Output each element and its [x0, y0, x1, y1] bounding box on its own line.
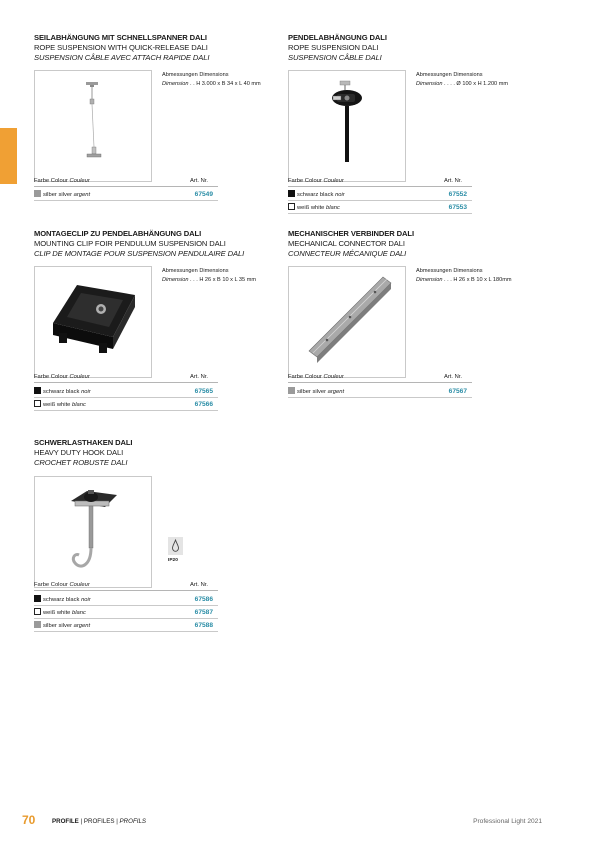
colour-en: silver: [312, 389, 327, 395]
black-swatch-icon: [288, 190, 295, 197]
col-colour-fr: Couleur: [323, 374, 344, 380]
product-photo: [34, 70, 152, 182]
colour-en: black: [65, 597, 80, 603]
product-heavy-duty-hook: [34, 438, 284, 468]
dimension-value: . . H 3.000 x B 34 x L 40 mm: [190, 80, 261, 87]
product-photo: [288, 266, 406, 378]
dimension-value: . . . H 26 x B 10 x L 35 mm: [190, 276, 257, 283]
article-number: 67552: [448, 191, 467, 198]
product-rope-quick-release: [34, 33, 284, 63]
colour-de: weiß: [43, 402, 56, 408]
dimensions: [162, 267, 256, 284]
colour-en: white: [56, 402, 71, 408]
colour-de: weiß: [297, 205, 310, 211]
product-title-en: ROPE SUSPENSION DALI: [288, 43, 379, 52]
droplet-icon: [168, 537, 183, 555]
col-colour: Farbe Colour: [288, 178, 322, 184]
colour-fr: blanc: [72, 610, 86, 616]
col-art: Art. Nr.: [189, 178, 208, 184]
heavy-duty-hook-image: [35, 477, 151, 587]
article-number: 67549: [194, 191, 213, 198]
category-en: PROFILES: [83, 818, 115, 825]
product-title: MONTAGECLIP ZU PENDELABHÄNGUNG DALI: [34, 229, 202, 238]
dimensions: [416, 71, 508, 88]
product-title: SCHWERLASTHAKEN DALI: [34, 438, 133, 447]
colour-fr: noir: [81, 389, 91, 395]
col-colour-fr: Couleur: [69, 374, 90, 380]
colour-fr: noir: [335, 192, 345, 198]
colour-de: schwarz: [43, 389, 65, 395]
dimensions: [162, 71, 261, 88]
black-swatch-icon: [34, 595, 41, 602]
table-row: [34, 386, 218, 398]
table-row: [288, 386, 472, 398]
colour-de: silber: [43, 623, 57, 629]
colour-en: silver: [58, 192, 73, 198]
white-swatch-icon: [34, 400, 41, 407]
footer-brand: Professional Light 2021: [473, 818, 542, 825]
product-pendulum-suspension: [288, 33, 538, 63]
colour-de: weiß: [43, 610, 56, 616]
table-header: [34, 580, 218, 591]
table-row: [34, 189, 218, 201]
silver-swatch-icon: [288, 387, 295, 394]
mechanical-connector-image: [289, 267, 405, 377]
colour-de: schwarz: [297, 192, 319, 198]
article-number: 67553: [448, 204, 467, 211]
product-title-fr: CROCHET ROBUSTE DALI: [34, 458, 128, 467]
col-art: Art. Nr.: [189, 582, 208, 588]
white-swatch-icon: [288, 203, 295, 210]
table-row: [288, 189, 472, 201]
separator: |: [78, 818, 84, 825]
col-art: Art. Nr.: [443, 374, 462, 380]
col-colour-fr: Couleur: [69, 582, 90, 588]
article-number: 67587: [194, 609, 213, 616]
product-title: MECHANISCHER VERBINDER DALI: [288, 229, 414, 238]
white-swatch-icon: [34, 608, 41, 615]
col-colour-fr: Couleur: [323, 178, 344, 184]
col-art: Art. Nr.: [189, 374, 208, 380]
colour-en: silver: [58, 623, 73, 629]
table-header: [288, 176, 472, 187]
colour-fr: blanc: [326, 205, 340, 211]
article-number: 67588: [194, 622, 213, 629]
product-title: PENDELABHÄNGUNG DALI: [288, 33, 387, 42]
product-photo: [34, 266, 152, 378]
product-title-en: HEAVY DUTY HOOK DALI: [34, 448, 124, 457]
dimension-prefix: Dimension: [162, 80, 189, 87]
separator: |: [114, 818, 120, 825]
colour-de: schwarz: [43, 597, 65, 603]
colour-fr: argent: [73, 192, 91, 198]
dimensions-label: Abmessungen Dimensions: [416, 268, 483, 274]
col-colour-fr: Couleur: [69, 178, 90, 184]
colour-fr: argent: [73, 623, 91, 629]
dimension-prefix: Dimension: [162, 276, 189, 283]
dimension-value: . . . . Ø 100 x H 1.200 mm: [444, 80, 509, 87]
colour-fr: argent: [327, 389, 345, 395]
product-title-en: MOUNTING CLIP FOIR PENDULUM SUSPENSION DALI: [34, 239, 226, 248]
colour-en: black: [65, 389, 80, 395]
article-number: 67586: [194, 596, 213, 603]
product-mounting-clip: [34, 229, 284, 259]
dimensions-label: Abmessungen Dimensions: [162, 72, 229, 78]
dimensions: [416, 267, 512, 284]
table-row: [34, 620, 218, 632]
product-title-en: ROPE SUSPENSION WITH QUICK-RELEASE DALI: [34, 43, 208, 52]
col-art: Art. Nr.: [443, 178, 462, 184]
product-title-en: MECHANICAL CONNECTOR DALI: [288, 239, 405, 248]
colour-fr: blanc: [72, 402, 86, 408]
dimensions-label: Abmessungen Dimensions: [416, 72, 483, 78]
category-de: PROFILE: [52, 818, 79, 825]
colour-de: silber: [43, 192, 57, 198]
mounting-clip-image: [35, 267, 151, 377]
dimension-prefix: Dimension: [416, 276, 443, 283]
col-colour: Farbe Colour: [34, 178, 68, 184]
article-number: 67565: [194, 388, 213, 395]
table-row: [288, 202, 472, 214]
col-colour: Farbe Colour: [34, 374, 68, 380]
pendulum-suspension-image: [289, 71, 405, 181]
table-header: [34, 176, 218, 187]
dimension-prefix: Dimension: [416, 80, 443, 87]
ip-rating: IP20: [168, 558, 178, 563]
dimension-value: . . . H 26 x B 10 x L 180mm: [444, 276, 512, 283]
black-swatch-icon: [34, 387, 41, 394]
table-header: [288, 372, 472, 383]
col-colour: Farbe Colour: [288, 374, 322, 380]
silver-swatch-icon: [34, 190, 41, 197]
table-row: [34, 594, 218, 606]
product-title-fr: CONNECTEUR MÉCANIQUE DALI: [288, 249, 407, 258]
chapter-tab: [0, 128, 17, 184]
page-number: 70: [22, 813, 36, 827]
ip-rating-icon: [168, 537, 183, 555]
article-number: 67567: [448, 388, 467, 395]
table-row: [34, 607, 218, 619]
product-photo: [34, 476, 152, 588]
colour-fr: noir: [81, 597, 91, 603]
colour-en: white: [310, 205, 325, 211]
article-number: 67566: [194, 401, 213, 408]
colour-en: white: [56, 610, 71, 616]
category-fr: PROFILS: [119, 818, 147, 825]
product-title-fr: CLIP DE MONTAGE POUR SUSPENSION PENDULAIRE DALI: [34, 249, 245, 258]
col-colour: Farbe Colour: [34, 582, 68, 588]
dimensions-label: Abmessungen Dimensions: [162, 268, 229, 274]
product-photo: [288, 70, 406, 182]
rope-suspension-image: [35, 71, 151, 181]
product-title-fr: SUSPENSION CÂBLE DALI: [288, 53, 382, 62]
silver-swatch-icon: [34, 621, 41, 628]
colour-en: black: [319, 192, 334, 198]
product-mechanical-connector: [288, 229, 538, 259]
product-title: SEILABHÄNGUNG MIT SCHNELLSPANNER DALI: [34, 33, 207, 42]
table-header: [34, 372, 218, 383]
footer-category: [52, 818, 146, 825]
colour-de: silber: [297, 389, 311, 395]
product-title-fr: SUSPENSION CÂBLE AVEC ATTACH RAPIDE DALI: [34, 53, 210, 62]
table-row: [34, 399, 218, 411]
